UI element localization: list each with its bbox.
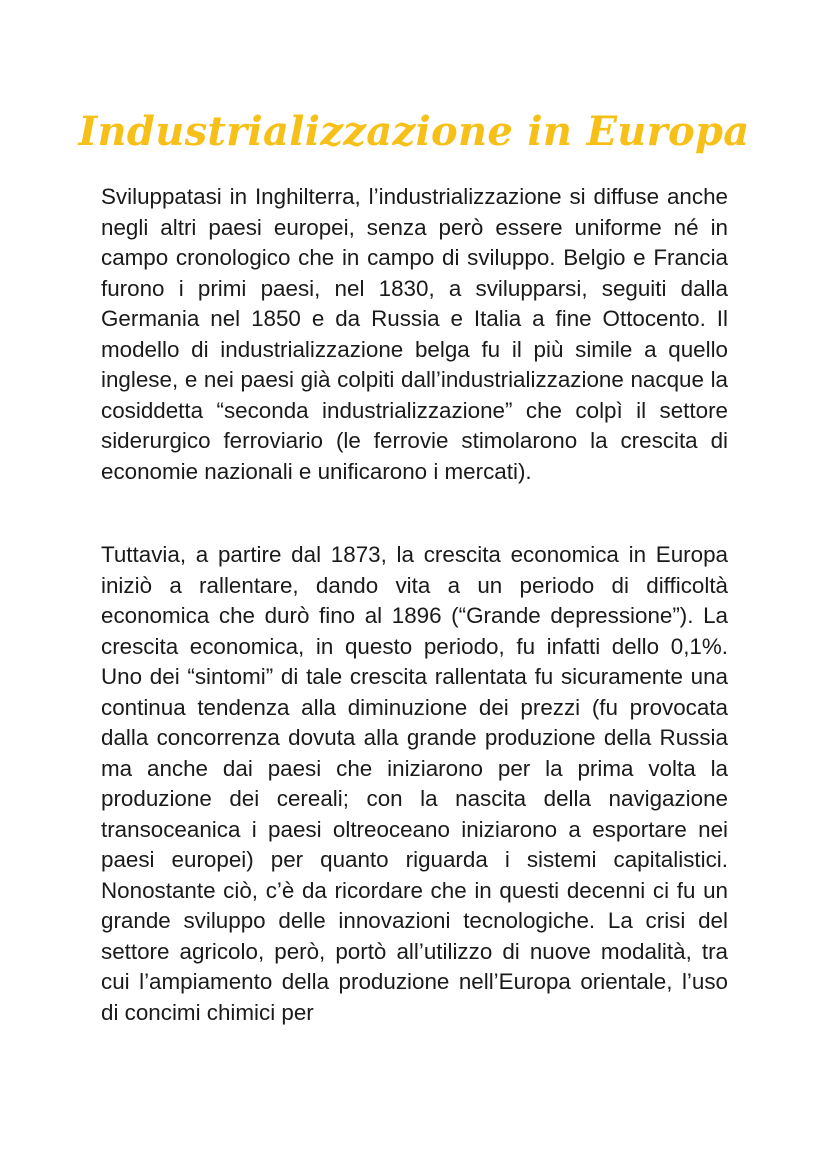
paragraph-2: Tuttavia, a partire dal 1873, la crescita economica in Europa iniziò a rallentare, dando vita a un periodo di difficoltà economica che durò fino al 1896 (“Grande depressione”). La crescita economica, in questo periodo, fu infatti dello 0,1%. Uno dei “sintomi” di tale crescita rallentata fu sicuramente una continua tendenza alla diminuzione dei prezzi (fu provocata dalla concorrenza dovuta alla grande produzione della Russia ma anche dai paesi che iniziarono per la prima volta la produzione dei cereali; con la nascita della navigazione transoceanica i paesi oltreoceano iniziarono a esportare nei paesi europei) per quanto riguarda i sistemi capitalistici. Nonostante ciò, c’è da ricordare che in questi decenni ci fu un grande sviluppo delle innovazioni tecnologiche. La crisi del settore agricolo, però, portò all’utilizzo di nuove modalità, tra cui l’ampiamento della produzione nell’Europa orientale, l’uso di concimi chimici per — [101, 542, 728, 1025]
page-title: Industrializzazione in Europa — [78, 108, 750, 155]
paragraph-1: Sviluppatasi in Inghilterra, l’industrializzazione si diffuse anche negli altri paesi europei, senza però essere uniforme né in campo cronologico che in campo di sviluppo. Belgio e Francia furono i primi paesi, nel 1830, a svilupparsi, seguiti dalla Germania nel 1850 e da Russia e Italia a fine Ottocento. Il modello di industrializzazione belga fu il più simile a quello inglese, e nei paesi già colpiti dall’industrializzazione nacque la cosiddetta “seconda industrializzazione” che colpì il settore siderurgico ferroviario (le ferrovie stimolarono la crescita di economie nazionali e unificarono i mercati). — [101, 184, 728, 484]
